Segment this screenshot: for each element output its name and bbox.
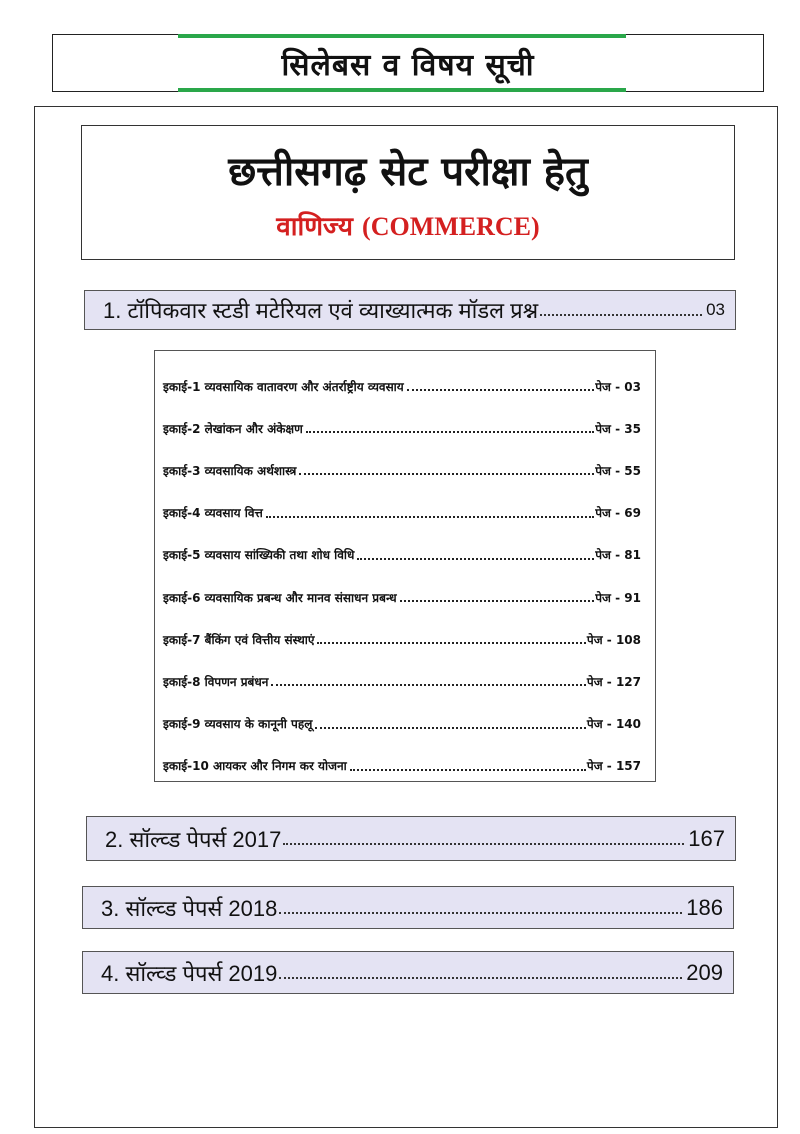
toc-section-label: 1. टॉपिकवार स्टडी मटेरियल एवं व्याख्यात्मक मॉडल प्रश्न xyxy=(103,298,539,323)
dot-leader xyxy=(350,769,586,771)
main-title: छत्तीसगढ़ सेट परीक्षा हेतु xyxy=(228,149,588,195)
title-box xyxy=(81,125,735,260)
unit-row[interactable] xyxy=(163,618,641,660)
unit-label: इकाई-7 बैंकिंग एवं वित्तीय संस्थाएं xyxy=(163,632,315,647)
header-top-rule xyxy=(178,34,626,38)
toc-section-2[interactable] xyxy=(86,816,736,861)
unit-page: पेज - 35 xyxy=(595,421,641,436)
dot-leader xyxy=(299,473,594,475)
unit-label: इकाई-6 व्यवसायिक प्रबन्ध और मानव संसाधन प्रबन्ध xyxy=(163,590,397,605)
unit-row[interactable] xyxy=(163,576,641,618)
unit-row[interactable] xyxy=(163,492,641,534)
unit-row[interactable] xyxy=(163,745,641,787)
toc-section-page: 03 xyxy=(706,300,725,319)
dot-leader xyxy=(279,977,682,979)
header-bottom-rule xyxy=(178,88,626,92)
dot-leader xyxy=(317,642,585,644)
unit-page: पेज - 140 xyxy=(586,717,641,732)
dot-leader xyxy=(400,600,595,602)
unit-label: इकाई-8 विपणन प्रबंधन xyxy=(163,674,269,689)
unit-label: इकाई-4 व्यवसाय वित्त xyxy=(163,506,263,521)
toc-section-page: 167 xyxy=(688,825,725,851)
unit-label: इकाई-3 व्यवसायिक अर्थशास्त्र xyxy=(163,463,297,478)
dot-leader xyxy=(407,389,594,391)
unit-page: पेज - 03 xyxy=(595,379,641,394)
unit-row[interactable] xyxy=(163,365,641,407)
unit-label: इकाई-1 व्यवसायिक वातावरण और अंतर्राष्ट्रीय व्यवसाय xyxy=(163,379,404,394)
unit-row[interactable] xyxy=(163,660,641,702)
unit-row[interactable] xyxy=(163,449,641,491)
toc-section-4[interactable] xyxy=(82,951,734,994)
unit-label: इकाई-2 लेखांकन और अंकेक्षण xyxy=(163,421,303,436)
unit-label: इकाई-5 व्यवसाय सांख्यिकी तथा शोध विधि xyxy=(163,548,355,563)
unit-row[interactable] xyxy=(163,407,641,449)
unit-page: पेज - 157 xyxy=(586,759,641,774)
toc-section-page: 209 xyxy=(686,959,723,985)
unit-page: पेज - 81 xyxy=(595,548,641,563)
dot-leader xyxy=(271,684,585,686)
subject-line xyxy=(82,207,734,243)
unit-page: पेज - 91 xyxy=(595,590,641,605)
toc-section-1[interactable] xyxy=(84,290,736,330)
unit-page: पेज - 69 xyxy=(595,506,641,521)
header-title: सिलेबस व विषय सूची xyxy=(281,48,535,83)
toc-section-page: 186 xyxy=(686,894,723,920)
subject-english: (COMMERCE) xyxy=(362,212,540,241)
subject-hindi: वाणिज्य xyxy=(276,212,353,242)
toc-section-label: 3. सॉल्व्ड पेपर्स 2018 xyxy=(101,895,278,921)
unit-page: पेज - 55 xyxy=(595,463,641,478)
toc-section-3[interactable] xyxy=(82,886,734,929)
toc-section-label: 4. सॉल्व्ड पेपर्स 2019 xyxy=(101,960,278,986)
unit-row[interactable] xyxy=(163,534,641,576)
units-list xyxy=(154,350,656,782)
dot-leader xyxy=(283,843,684,845)
dot-leader xyxy=(315,727,586,729)
dot-leader xyxy=(540,314,702,316)
dot-leader xyxy=(279,912,682,914)
unit-page: पेज - 108 xyxy=(586,632,641,647)
dot-leader xyxy=(357,558,594,560)
dot-leader xyxy=(266,516,594,518)
unit-label: इकाई-10 आयकर और निगम कर योजना xyxy=(163,759,347,774)
unit-page: पेज - 127 xyxy=(586,674,641,689)
header-box xyxy=(52,34,764,92)
unit-label: इकाई-9 व्यवसाय के कानूनी पहलू xyxy=(163,717,313,732)
unit-row[interactable] xyxy=(163,703,641,745)
dot-leader xyxy=(306,431,594,433)
toc-section-label: 2. सॉल्व्ड पेपर्स 2017 xyxy=(105,826,282,852)
